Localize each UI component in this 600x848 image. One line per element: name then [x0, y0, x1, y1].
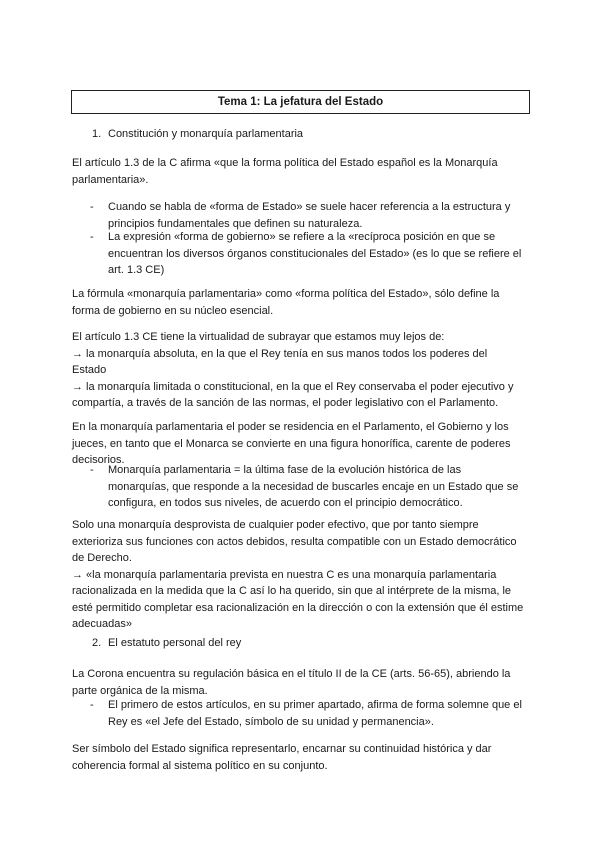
paragraph: Solo una monarquía desprovista de cualquier poder efectivo, que por tanto siempre exterioriza sus funciones con actos debidos, resulta compatible con un Estado democrático de Derecho. → «la monarquía parlamentaria prevista en nuestra C es una monarquía parlamentaria racionalizada en la medida que la C así lo ha querido, sin que al intérprete de la misma, le esté permitido completar esa racionalización en la dirección o con la extensión que él estime adecuadas»	[72, 519, 524, 630]
bullet-dash: -	[90, 464, 94, 476]
section-1-title: Constitución y monarquía parlamentaria	[108, 128, 304, 140]
bullet-item: - Monarquía parlamentaria = la última fase de la evolución histórica de las monarquías, que responde a la necesidad de buscarles encaje en un Estado que se configura, en todos sus niveles, de acuerdo con el principio democrático.	[90, 464, 519, 509]
bullet-item: - Cuando se habla de «forma de Estado» se suele hacer referencia a la estructura y principios fundamentales que definen su naturaleza.	[90, 201, 511, 230]
paragraph: La fórmula «monarquía parlamentaria» como «forma política del Estado», sólo define la forma de gobierno en su núcleo esencial.	[72, 288, 500, 317]
paragraph: Ser símbolo del Estado significa representarlo, encarnar su continuidad histórica y dar coherencia formal al sistema político en su conjunto.	[72, 743, 492, 772]
bullet-dash: -	[90, 699, 94, 711]
section-1-heading	[92, 126, 303, 143]
paragraph: El artículo 1.3 CE tiene la virtualidad de subrayar que estamos muy lejos de: → la monarquía absoluta, en la que el Rey tenía en sus manos todos los poderes del Estado → la monarquía limitada o constitucional, en la que el Rey conservaba el poder ejecutivo y compartía, a través de la sanción de las normas, el poder legislativo con el Parlamento.	[72, 331, 514, 409]
paragraph: La Corona encuentra su regulación básica en el título II de la CE (arts. 56-65), abriendo la parte orgánica de la misma.	[72, 668, 511, 697]
paragraph: En la monarquía parlamentaria el poder se residencia en el Parlamento, el Gobierno y los jueces, en tanto que el Monarca se convierte en una figura honorífica, carente de poderes decisorios.	[72, 421, 511, 466]
section-2-number: 2.	[92, 637, 102, 649]
bullet-item: - El primero de estos artículos, en su primer apartado, afirma de forma solemne que el Rey es «el Jefe del Estado, símbolo de su unidad y permanencia».	[90, 699, 522, 728]
document-title: Tema 1: La jefatura del Estado	[71, 90, 530, 114]
bullet-dash: -	[90, 231, 94, 243]
section-2-title: El estatuto personal del rey	[108, 637, 242, 649]
bullet-item: - La expresión «forma de gobierno» se refiere a la «recíproca posición en que se encuentran los diversos órganos constitucionales del Estado» (es lo que se refiere el art. 1.3 CE)	[90, 231, 522, 276]
bullet-dash: -	[90, 201, 94, 213]
paragraph: El artículo 1.3 de la C afirma «que la forma política del Estado español es la Monarquía parlamentaria».	[72, 157, 498, 186]
section-2-heading	[92, 635, 241, 652]
section-1-number: 1.	[92, 128, 102, 140]
